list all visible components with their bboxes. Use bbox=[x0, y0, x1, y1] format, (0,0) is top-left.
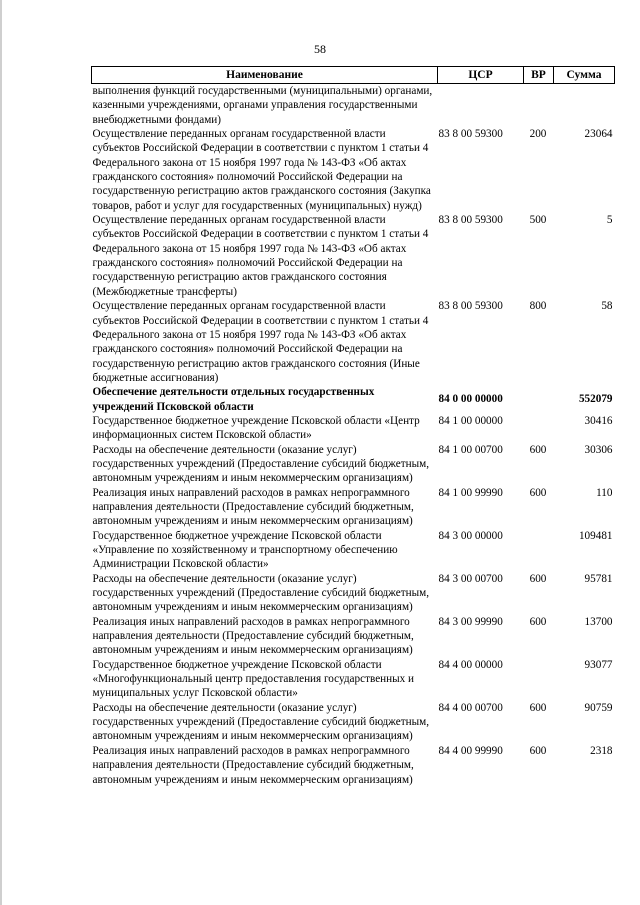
table-row bbox=[92, 443, 615, 486]
row-csr: 84 0 00 00000 bbox=[438, 393, 503, 406]
row-sum: 13700 bbox=[584, 615, 613, 628]
row-sum: 90759 bbox=[584, 701, 613, 714]
row-csr bbox=[438, 84, 524, 128]
row-csr: 83 8 00 59300 bbox=[438, 300, 503, 313]
row-csr: 84 3 00 00700 bbox=[438, 572, 503, 585]
page-number: 58 bbox=[314, 42, 326, 56]
row-vr bbox=[524, 529, 554, 572]
row-name: Расходы на обеспечение деятельности (оказание услуг) государственных учреждений (Предоставление субсидий бюджетным, автономным учреждениям и иным некоммерческим организациям) bbox=[92, 572, 430, 614]
row-sum: 58 bbox=[601, 300, 613, 313]
row-csr: 84 1 00 00700 bbox=[438, 443, 503, 456]
row-vr: 600 bbox=[529, 615, 547, 628]
budget-table bbox=[91, 66, 615, 787]
header-sum: Сумма bbox=[554, 67, 615, 84]
table-row bbox=[92, 615, 615, 658]
row-sum bbox=[554, 84, 615, 128]
row-csr: 84 1 00 99990 bbox=[438, 486, 503, 499]
row-sum: 93077 bbox=[584, 658, 613, 671]
table-row bbox=[92, 529, 615, 572]
row-sum: 30306 bbox=[584, 443, 613, 456]
row-csr: 83 8 00 59300 bbox=[438, 214, 503, 227]
header-vr: ВР bbox=[524, 67, 554, 84]
row-csr: 84 3 00 99990 bbox=[438, 615, 503, 628]
row-csr: 84 4 00 99990 bbox=[438, 744, 503, 757]
table-row bbox=[92, 572, 615, 615]
row-sum: 110 bbox=[596, 486, 613, 499]
header-name: Наименование bbox=[92, 67, 438, 84]
row-name: Государственное бюджетное учреждение Псковской области «Центр информационных систем Псковской области» bbox=[92, 414, 420, 442]
table-row bbox=[92, 744, 615, 787]
row-sum: 30416 bbox=[584, 414, 613, 427]
row-sum: 95781 bbox=[584, 572, 613, 585]
table-row bbox=[92, 84, 615, 128]
table-row bbox=[92, 385, 615, 414]
row-vr: 200 bbox=[529, 128, 547, 141]
row-csr: 84 1 00 00000 bbox=[438, 414, 503, 427]
row-vr: 800 bbox=[529, 300, 547, 313]
row-vr bbox=[524, 414, 554, 443]
table-body bbox=[92, 84, 615, 787]
row-vr: 500 bbox=[529, 214, 547, 227]
row-vr bbox=[524, 385, 554, 414]
row-name: Реализация иных направлений расходов в рамках непрограммного направления деятельности (Предоставление субсидий бюджетным, автономным учреждениям и иным некоммерческим организациям) bbox=[92, 486, 414, 528]
table-row bbox=[92, 658, 615, 701]
header-csr: ЦСР bbox=[438, 67, 524, 84]
row-vr: 600 bbox=[529, 744, 547, 757]
row-name: Расходы на обеспечение деятельности (оказание услуг) государственных учреждений (Предоставление субсидий бюджетным, автономным учреждениям и иным некоммерческим организациям) bbox=[92, 443, 430, 485]
table-row bbox=[92, 414, 615, 443]
row-name: Реализация иных направлений расходов в рамках непрограммного направления деятельности (Предоставление субсидий бюджетным, автономным учреждениям и иным некоммерческим организациям) bbox=[92, 615, 414, 657]
table-row bbox=[92, 701, 615, 744]
row-name: Осуществление переданных органам государственной власти субъектов Российской Федерации в соответствии с пунктом 1 статьи 4 Федерального закона от 15 ноября 1997 года № 143-ФЗ «Об актах гражданского состояния» полномочий Российской Федерации на государственную регистрацию актов гражданского состояния (Закупка товаров, работ и услуг для государственных (муниципальных) нужд) bbox=[92, 128, 431, 212]
table-row bbox=[92, 486, 615, 529]
row-sum: 5 bbox=[606, 214, 613, 227]
row-csr: 84 3 00 00000 bbox=[438, 529, 503, 542]
row-name: выполнения функций государственными (муниципальными) органами, казенными учреждениями, органами управления государственными внебюджетными фондами) bbox=[92, 85, 433, 126]
row-csr: 84 4 00 00000 bbox=[438, 658, 503, 671]
row-name: Расходы на обеспечение деятельности (оказание услуг) государственных учреждений (Предоставление субсидий бюджетным, автономным учреждениям и иным некоммерческим организациям) bbox=[92, 701, 430, 743]
table-row bbox=[92, 299, 615, 385]
table-header bbox=[92, 67, 615, 84]
row-sum: 109481 bbox=[578, 529, 613, 542]
row-vr: 600 bbox=[529, 443, 547, 456]
row-csr: 84 4 00 00700 bbox=[438, 701, 503, 714]
row-vr: 600 bbox=[529, 486, 547, 499]
header-row bbox=[92, 67, 615, 84]
row-name: Осуществление переданных органам государственной власти субъектов Российской Федерации в соответствии с пунктом 1 статьи 4 Федерального закона от 15 ноября 1997 года № 143-ФЗ «Об актах гражданского состояния» полномочий Российской Федерации на государственную регистрацию актов гражданского состояния (Межбюджетные трансферты) bbox=[92, 214, 429, 298]
row-sum: 2318 bbox=[590, 744, 613, 757]
row-name: Обеспечение деятельности отдельных государственных учреждений Псковской области bbox=[92, 386, 375, 413]
row-vr bbox=[524, 658, 554, 701]
row-vr bbox=[524, 84, 554, 128]
row-vr: 600 bbox=[529, 701, 547, 714]
scan-edge bbox=[0, 0, 2, 905]
row-csr: 83 8 00 59300 bbox=[438, 128, 503, 141]
row-name: Реализация иных направлений расходов в рамках непрограммного направления деятельности (Предоставление субсидий бюджетным, автономным учреждениям и иным некоммерческим организациям) bbox=[92, 744, 414, 786]
row-name: Государственное бюджетное учреждение Псковской области «Управление по хозяйственному и транспортному обеспечению Администрации Псковской области» bbox=[92, 529, 398, 571]
row-sum: 23064 bbox=[584, 128, 613, 141]
table-row bbox=[92, 127, 615, 213]
row-vr: 600 bbox=[529, 572, 547, 585]
table-row bbox=[92, 213, 615, 299]
row-name: Осуществление переданных органам государственной власти субъектов Российской Федерации в соответствии с пунктом 1 статьи 4 Федерального закона от 15 ноября 1997 года № 143-ФЗ «Об актах гражданского состояния» полномочий Российской Федерации на государственную регистрацию актов гражданского состояния (Иные бюджетные ассигнования) bbox=[92, 300, 429, 384]
row-name: Государственное бюджетное учреждение Псковской области «Многофункциональный центр предоставления государственных и муниципальных услуг Псковской области» bbox=[92, 658, 415, 700]
row-sum: 552079 bbox=[578, 393, 613, 406]
